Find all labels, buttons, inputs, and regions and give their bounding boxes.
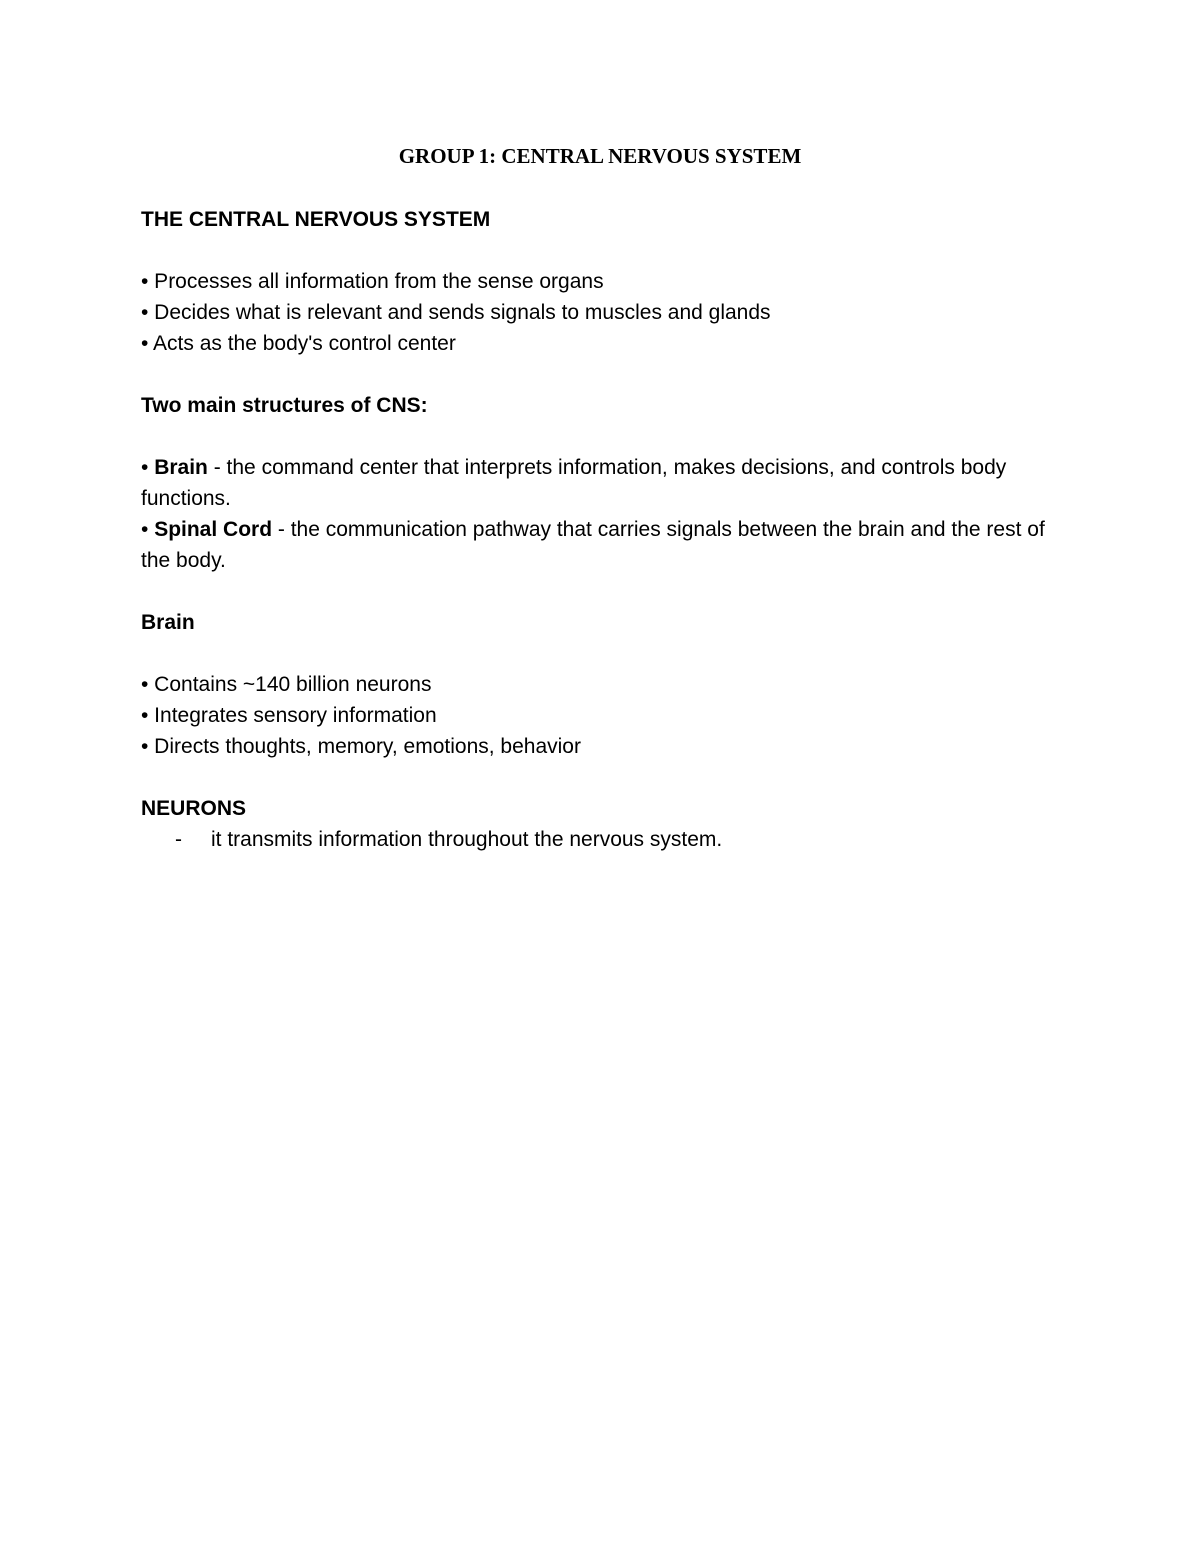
bullet-item: • Directs thoughts, memory, emotions, behavior xyxy=(141,735,581,758)
structure-item-brain xyxy=(141,452,1066,514)
section-heading-brain: Brain xyxy=(141,611,195,634)
structure-item-spinal-cord xyxy=(141,514,1066,576)
section-heading-structures: Two main structures of CNS: xyxy=(141,394,428,417)
spacer xyxy=(141,235,1066,266)
dash-item-text: it transmits information throughout the nervous system. xyxy=(211,828,723,851)
document-body xyxy=(141,204,1066,855)
spacer xyxy=(141,359,1066,390)
structure-description: - the command center that interprets information, makes decisions, and controls body functions. xyxy=(141,456,1007,510)
bullet-marker: • xyxy=(141,518,155,541)
section-heading-cns: THE CENTRAL NERVOUS SYSTEM xyxy=(141,208,491,231)
structure-term: Spinal Cord xyxy=(154,518,273,541)
bullet-item: • Decides what is relevant and sends signals to muscles and glands xyxy=(141,301,771,324)
bullet-marker: • xyxy=(141,456,155,479)
dash-marker: - xyxy=(175,828,182,851)
section-heading-neurons: NEURONS xyxy=(141,797,247,820)
bullet-item: • Integrates sensory information xyxy=(141,704,437,727)
spacer xyxy=(141,762,1066,793)
structure-term: Brain xyxy=(154,456,208,479)
spacer xyxy=(141,421,1066,452)
spacer xyxy=(141,638,1066,669)
spacer xyxy=(141,576,1066,607)
bullet-item: • Acts as the body's control center xyxy=(141,332,456,355)
bullet-item: • Contains ~140 billion neurons xyxy=(141,673,432,696)
structure-description: - the communication pathway that carries signals between the brain and the rest of the body. xyxy=(141,518,1045,572)
dash-list-item xyxy=(141,824,1066,855)
bullet-item: • Processes all information from the sense organs xyxy=(141,270,604,293)
document-title: GROUP 1: CENTRAL NERVOUS SYSTEM xyxy=(398,144,802,168)
